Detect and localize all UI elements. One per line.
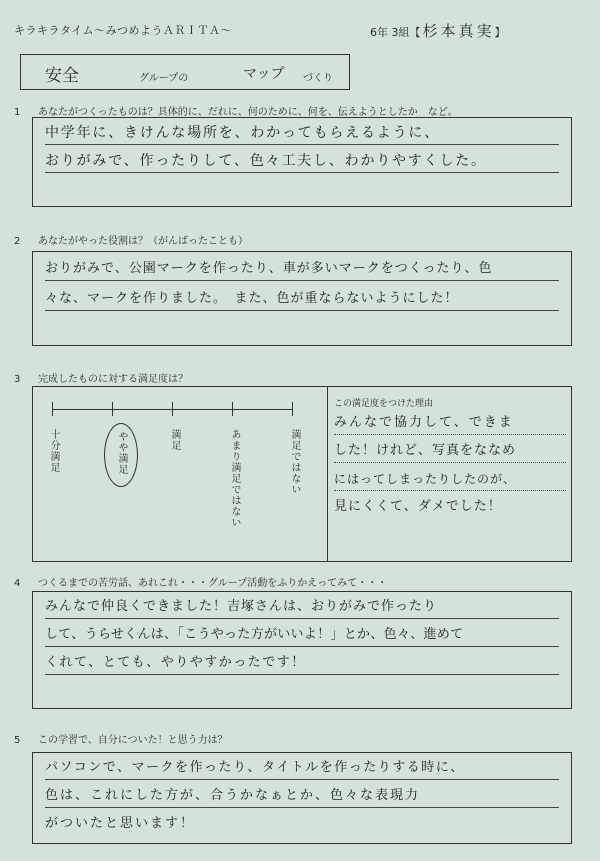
question-text: あなたがつくったものは？具体的に、だれに、何のために、何を、伝えようとしたか など。 [38, 107, 458, 118]
scale-option[interactable]: 満足 [169, 429, 180, 451]
answer-line: 々な、マークを作りました。 また、色が重ならないようにした！ [45, 288, 559, 311]
scale-tick [292, 402, 293, 416]
group-title-box [20, 54, 350, 90]
answer-line: 色は、これにした方が、合うかなぁとか、色々な表現力 [45, 785, 559, 808]
answer-box-5[interactable] [32, 752, 572, 844]
answer-line: おりがみで、公園マークを作ったり、車が多いマークをつくったり、色 [45, 258, 559, 281]
question-number: 5 [14, 735, 21, 746]
reason-line: みんなで協力して、できま [334, 412, 566, 435]
question-text: 完成したものに対する満足度は？ [38, 374, 188, 385]
label-map: マップ [243, 66, 285, 82]
question-number: 4 [14, 578, 21, 589]
answer-line [45, 680, 559, 702]
answer-line [45, 316, 559, 338]
label-making: づくり [303, 73, 333, 84]
scale-option[interactable]: 満足ではない [289, 429, 300, 495]
label-group: グループの [139, 73, 189, 84]
reason-line: 見にくくて、ダメでした！ [334, 499, 502, 514]
question-1 [14, 103, 458, 118]
scale-option[interactable]: 十分満足 [48, 429, 59, 473]
student-info [370, 20, 506, 41]
answer-line: おりがみで、作ったりして、色々工夫し、わかりやすくした。 [45, 150, 559, 173]
question-2 [14, 232, 248, 247]
question-number: 3 [14, 374, 21, 385]
reason-heading: この満足度をつけた理由 [334, 399, 434, 409]
bracket-close: 】 [494, 26, 506, 39]
answer-line: 中学年に、きけんな場所を、わかってもらえるように、 [45, 122, 559, 145]
question-5 [14, 731, 228, 746]
scale-option[interactable]: やや満足 [116, 431, 127, 475]
question-number: 2 [14, 236, 21, 247]
answer-line [45, 178, 559, 200]
scale-option[interactable]: あまり満足ではない [229, 429, 240, 528]
scale-tick [112, 402, 113, 416]
scale-tick [52, 402, 53, 416]
student-name: 杉本真実 [422, 22, 495, 40]
group-name: 安全 [45, 66, 79, 86]
answer-line: がついたと思います！ [45, 816, 196, 831]
question-text: つくるまでの苦労話、あれこれ・・・グループ活動をふりかえってみて・・・ [38, 578, 388, 589]
scale-tick [172, 402, 173, 416]
reason-line: にはってしまったりしたのが、 [334, 468, 566, 491]
scale-tick [232, 402, 233, 416]
question-text: あなたがやった役割は？（がんばったことも） [38, 236, 248, 247]
answer-box-1[interactable] [32, 117, 572, 207]
question-text: この学習で、自分についた！と思う力は？ [38, 735, 228, 746]
answer-line: くれて、とても、やりやすかったです！ [45, 652, 559, 675]
answer-box-4[interactable] [32, 591, 572, 709]
question-3 [14, 370, 188, 385]
worksheet-title: キラキラタイム〜みつめようＡＲＩＴＡ〜 [14, 24, 232, 37]
answer-line: して、うらせくんは、「こうやった方がいいよ！」とか、色々、進めて [45, 624, 559, 647]
reason-panel[interactable] [328, 388, 570, 560]
question-number: 1 [14, 107, 21, 118]
satisfaction-scale [30, 385, 330, 560]
question-4 [14, 574, 387, 589]
answer-line: みんなで仲良くできました！吉塚さんは、おりがみで作ったり [45, 596, 559, 619]
reason-line: した！けれど、写真をななめ [334, 440, 566, 463]
answer-line: パソコンで、マークを作ったり、タイトルを作ったりする時に、 [45, 757, 559, 780]
answer-box-2[interactable] [32, 251, 572, 346]
grade-class: 6年 3組【 [370, 26, 421, 39]
